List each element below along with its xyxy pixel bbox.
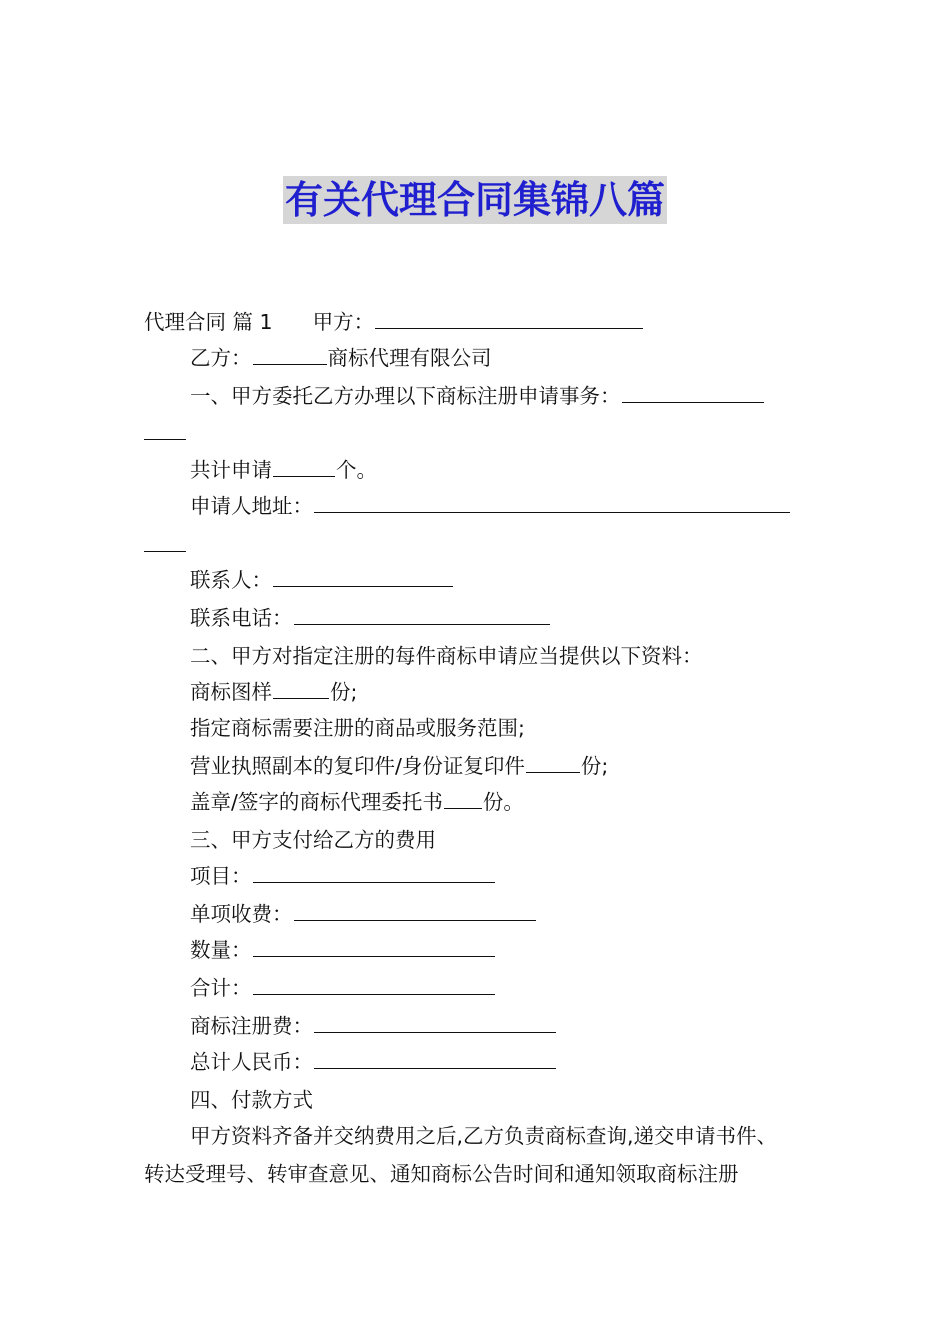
quantity-blank[interactable] xyxy=(253,936,495,957)
trademark-sample-suffix: 份; xyxy=(330,680,358,704)
party-b-label: 乙方： xyxy=(190,346,252,370)
trademark-sample-label: 商标图样 xyxy=(190,680,272,704)
registration-fee-line xyxy=(190,1012,557,1040)
clause-1-blank-continued[interactable] xyxy=(144,438,186,440)
party-a-label: 甲方： xyxy=(312,310,375,334)
power-of-attorney-label: 盖章/签字的商标代理委托书 xyxy=(190,790,443,814)
item-label: 项目： xyxy=(190,864,252,888)
applicant-address-line xyxy=(190,492,791,520)
contact-phone-label: 联系电话： xyxy=(190,606,293,630)
payment-paragraph-line-1 xyxy=(190,1122,777,1150)
application-count-line xyxy=(190,456,377,484)
contract-heading-line xyxy=(144,308,644,336)
clause-1-line xyxy=(190,382,765,410)
license-copy-line xyxy=(190,752,608,780)
payment-paragraph-line-2 xyxy=(144,1160,739,1188)
party-b-blank[interactable] xyxy=(253,344,327,365)
contact-phone-line xyxy=(190,604,551,632)
total-rmb-line xyxy=(190,1048,557,1076)
clause-1-text: 一、甲方委托乙方办理以下商标注册申请事务： xyxy=(190,384,621,408)
license-copy-label: 营业执照副本的复印件/身份证复印件 xyxy=(190,754,525,778)
clause-2-line xyxy=(190,642,703,670)
application-count-label: 共计申请 xyxy=(190,458,272,482)
total-rmb-label: 总计人民币： xyxy=(190,1050,313,1074)
document-title: 有关代理合同集锦八篇 xyxy=(284,178,665,222)
trademark-sample-blank[interactable] xyxy=(273,678,329,699)
power-of-attorney-line xyxy=(190,788,524,816)
subtotal-line xyxy=(190,974,496,1002)
clause-4-text: 四、付款方式 xyxy=(190,1088,313,1112)
unit-fee-line xyxy=(190,900,537,928)
unit-fee-label: 单项收费： xyxy=(190,902,293,926)
license-copy-blank[interactable] xyxy=(526,752,580,773)
party-a-blank[interactable] xyxy=(375,308,643,329)
trademark-sample-line xyxy=(190,678,357,706)
contract-heading: 代理合同 篇 1 xyxy=(144,310,273,334)
application-count-blank[interactable] xyxy=(273,456,335,477)
goods-scope-line xyxy=(190,714,525,742)
contact-person-line xyxy=(190,566,454,594)
quantity-label: 数量： xyxy=(190,938,252,962)
application-count-suffix: 个。 xyxy=(336,458,377,482)
subtotal-label: 合计： xyxy=(190,976,252,1000)
item-line xyxy=(190,862,496,890)
applicant-address-blank[interactable] xyxy=(314,492,790,513)
goods-scope-text: 指定商标需要注册的商品或服务范围; xyxy=(190,716,525,740)
applicant-address-blank-continued[interactable] xyxy=(144,550,186,552)
unit-fee-blank[interactable] xyxy=(294,900,536,921)
contact-person-label: 联系人： xyxy=(190,568,272,592)
party-b-suffix: 商标代理有限公司 xyxy=(327,346,492,370)
power-of-attorney-suffix: 份。 xyxy=(482,790,524,814)
power-of-attorney-blank[interactable] xyxy=(444,788,482,809)
contact-person-blank[interactable] xyxy=(273,566,453,587)
clause-2-text: 二、甲方对指定注册的每件商标申请应当提供以下资料： xyxy=(190,644,703,668)
payment-paragraph-text-2: 转达受理号、转审查意见、通知商标公告时间和通知领取商标注册 xyxy=(144,1162,739,1186)
clause-4-line xyxy=(190,1086,313,1114)
registration-fee-blank[interactable] xyxy=(314,1012,556,1033)
applicant-address-label: 申请人地址： xyxy=(190,494,313,518)
quantity-line xyxy=(190,936,496,964)
clause-3-line xyxy=(190,826,436,854)
clause-1-blank[interactable] xyxy=(622,382,764,403)
clause-3-text: 三、甲方支付给乙方的费用 xyxy=(190,828,436,852)
item-blank[interactable] xyxy=(253,862,495,883)
registration-fee-label: 商标注册费： xyxy=(190,1014,313,1038)
total-rmb-blank[interactable] xyxy=(314,1048,556,1069)
license-copy-suffix: 份; xyxy=(580,754,609,778)
contact-phone-blank[interactable] xyxy=(294,604,550,625)
document-title-block xyxy=(0,176,950,224)
party-b-line xyxy=(190,344,492,372)
subtotal-blank[interactable] xyxy=(253,974,495,995)
payment-paragraph-text-1: 甲方资料齐备并交纳费用之后,乙方负责商标查询,递交申请书件、 xyxy=(190,1124,778,1148)
